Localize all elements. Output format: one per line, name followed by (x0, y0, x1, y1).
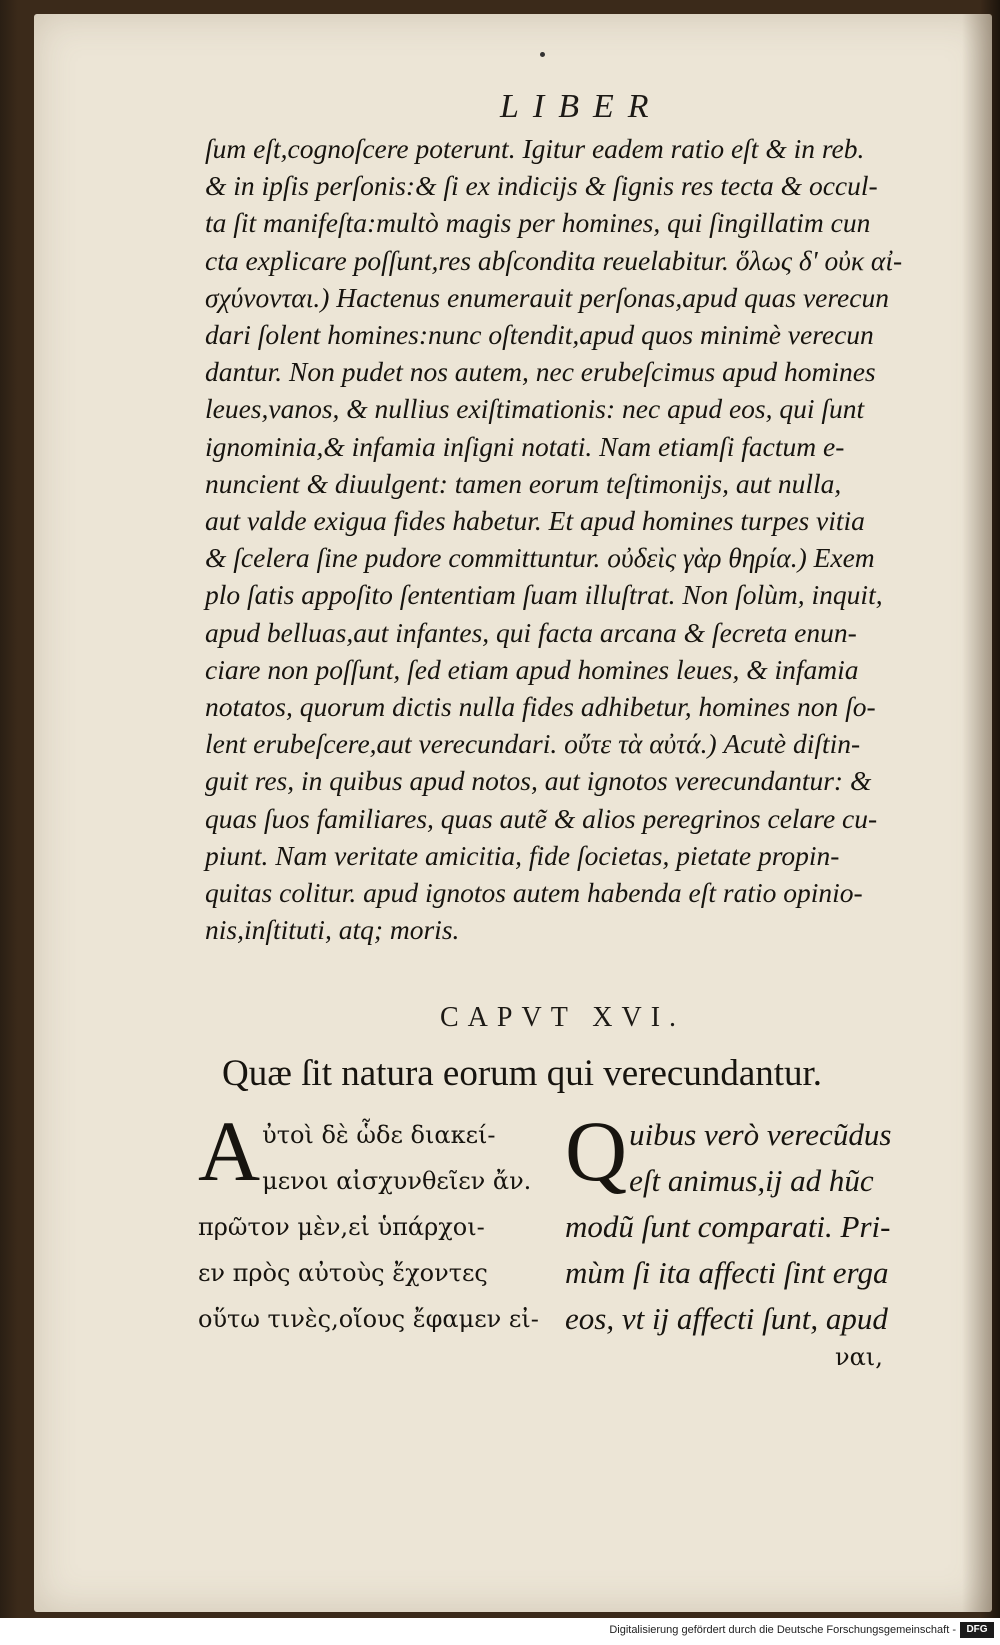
text-line: ta ſit manifeſta:multò magis per homines, qui ſingillatim cun (205, 207, 871, 239)
text-line: & ſcelera ſine pudore committuntur. οὐδεὶς γὰρ θηρία.) Exem (205, 542, 875, 574)
spine-shadow (962, 14, 992, 1612)
text-line: quitas colitur. apud ignotos autem habenda eſt ratio opinio- (205, 877, 863, 909)
dfg-logo: DFG (960, 1622, 994, 1638)
text-line: quas ſuos familiares, quas autẽ & alios peregrinos celare cu- (205, 802, 878, 834)
text-line: nuncient & diuulgent: tamen eorum teſtimonijs, aut nulla, (205, 467, 842, 499)
text-line: ciare non poſſunt, ſed etiam apud homines leues, & infamia (205, 653, 859, 685)
text-line: cta explicare poſſunt,res abſcondita reuelabitur. ὅλως δ' οὐκ αἰ- (205, 244, 903, 276)
latin-line: uibus verò verecũdus (629, 1117, 892, 1152)
text-line: & in ipſis perſonis:& ſi ex indicijs & ſignis res tecta & occul- (205, 170, 878, 202)
page-speck (540, 52, 545, 57)
text-line: plo ſatis appoſito ſententiam ſuam illuſtrat. Non ſolùm, inquit, (205, 579, 883, 611)
greek-line: εν πρὸς αὐτοὺς ἔχοντες (198, 1259, 488, 1287)
text-line: dantur. Non pudet nos autem, nec erubeſcimus apud homines (205, 356, 876, 388)
commentary-text (205, 130, 945, 948)
running-head: LIBER (500, 88, 663, 125)
catchword: ναι, (835, 1343, 883, 1371)
greek-dropcap: A (198, 1103, 261, 1199)
latin-line: modũ ſunt comparati. Pri- (565, 1209, 891, 1244)
greek-line: οὕτω τινὲς,οἵους ἔφαμεν εἰ- (198, 1305, 539, 1333)
footer-credit: Digitalisierung gefördert durch die Deutsche Forschungsgemeinschaft - (609, 1624, 956, 1636)
text-line: guit res, in quibus apud notos, aut ignotos verecundantur: & (205, 765, 872, 797)
text-line: leues,vanos, & nullius exiſtimationis: nec apud eos, qui ſunt (205, 393, 865, 425)
footer-bar (0, 1618, 1000, 1645)
chapter-title: Quæ ſit natura eorum qui verecundantur. (222, 1053, 823, 1094)
text-line: dari ſolent homines:nunc oſtendit,apud quos minimè verecun (205, 319, 874, 351)
latin-line: eos, vt ij affecti ſunt, apud (565, 1301, 888, 1336)
text-line: nis,inſtituti, atq; moris. (205, 914, 460, 946)
greek-column (198, 1103, 543, 1342)
greek-line: ὐτοὶ δὲ ὧδε διακεί- (262, 1121, 496, 1149)
text-line: notatos, quorum dictis nulla fides adhibetur, homines non ſo- (205, 691, 876, 723)
greek-line: πρῶτον μὲν,εἰ ὑπάρχοι- (198, 1213, 485, 1241)
greek-line: μενοι αἰσχυνθεῖεν ἄν. (262, 1167, 532, 1195)
text-line: aut valde exigua fides habetur. Et apud homines turpes vitia (205, 505, 865, 537)
latin-column (565, 1103, 945, 1342)
chapter-number: CAPVT XVI. (440, 1002, 686, 1033)
text-line: apud belluas,aut infantes, qui facta arcana & ſecreta enun- (205, 616, 857, 648)
text-line: ſum eſt,cognoſcere poterunt. Igitur eadem ratio eſt & in reb. (205, 133, 865, 164)
text-line: piunt. Nam veritate amicitia, fide ſocietas, pietate propin- (205, 839, 840, 871)
text-line: σχύνονται.) Hactenus enumerauit perſonas,apud quas verecun (205, 281, 889, 313)
latin-dropcap: Q (565, 1103, 628, 1199)
text-line: ignominia,& infamia inſigni notati. Nam etiamſi factum e- (205, 430, 845, 462)
latin-line: eſt animus,ij ad hũc (629, 1163, 874, 1198)
latin-line: mùm ſi ita affecti ſint erga (565, 1255, 889, 1290)
text-line: lent erubeſcere,aut verecundari. οὔτε τὰ αὐτά.) Acutè diſtin- (205, 728, 861, 760)
